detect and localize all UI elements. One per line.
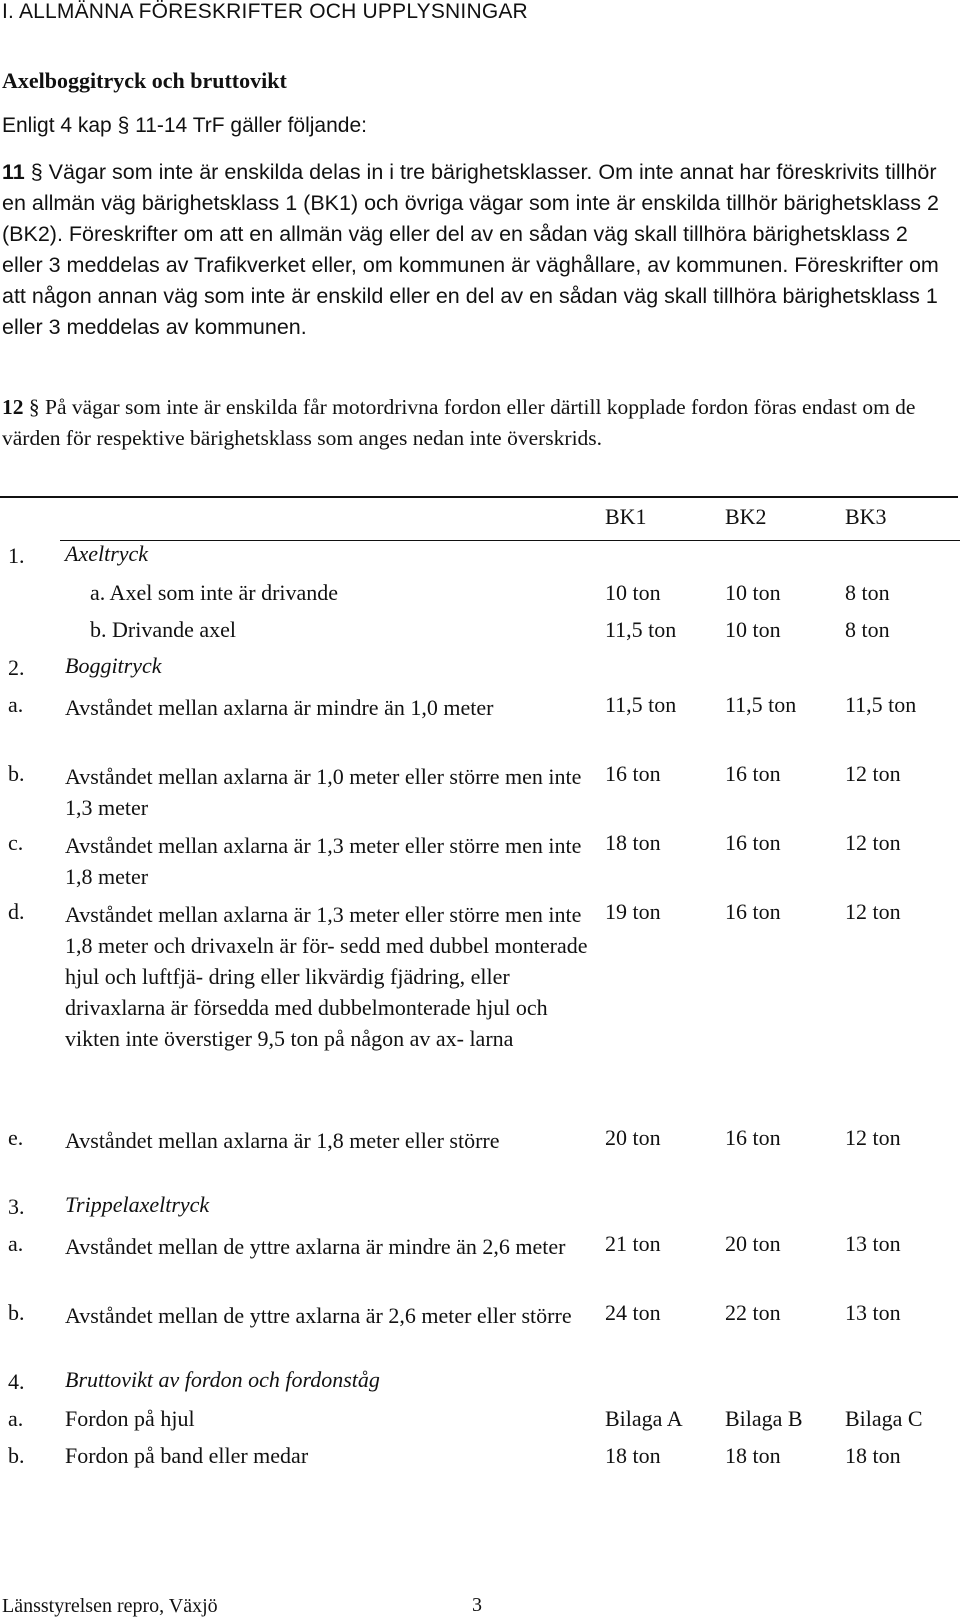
cell-bk3: 11,5 ton [845, 692, 917, 717]
cell-bk2: 16 ton [725, 830, 781, 855]
paragraph-11-text: § Vägar som inte är enskilda delas in i tre bärighetsklasser. Om inte annat har föreskrivits tillhör en allmän väg bärighetsklass 1 (BK1) och övriga vägar som inte är enskilda tillhör bärighetsklass 2 (BK2). Föreskrifter om att en allmän väg eller del av en sådan väg skall tillhöra bärighetsklass 2 eller 3 meddelas av Trafikverket eller, om kommunen är väghållare, av kommunen. Föreskrifter om att någon annan väg som inte är enskild eller en del av en sådan väg skall tillhöra bärighetsklass 1 eller 3 meddelas av kommunen. [2, 160, 939, 339]
paragraph-12-number: 12 [2, 395, 24, 419]
cell-bk1: 11,5 ton [605, 617, 677, 642]
cell-bk1: 11,5 ton [605, 692, 677, 717]
cell-bk1: 18 ton [605, 830, 661, 855]
row-label: Avståndet mellan axlarna är 1,3 meter eller större men inte 1,8 meter och drivaxeln är för- sedd med dubbel monterade hjul och luftfjä- dring eller likvärdig fjädring, eller drivaxlarna är försedda med dubbelmonterade hjul och vikten inte överstiger 9,5 ton på någon av ax- larna [65, 902, 588, 1051]
intro-text: Enligt 4 kap § 11-14 TrF gäller följande: [2, 114, 367, 137]
cell-bk3: 8 ton [845, 617, 890, 642]
cell-bk1: 18 ton [605, 1443, 661, 1468]
cell-bk1: 10 ton [605, 580, 661, 605]
section-title: I. ALLMÄNNA FÖRESKRIFTER OCH UPPLYSNINGAR [2, 0, 528, 23]
cell-bk1: Bilaga A [605, 1406, 683, 1431]
subheading: Axelboggitryck och bruttovikt [2, 68, 287, 93]
cell-bk2: 18 ton [725, 1443, 781, 1468]
row-label: Avståndet mellan axlarna är 1,0 meter eller större men inte 1,3 meter [65, 764, 582, 820]
row-label: Fordon på hjul [65, 1406, 195, 1431]
cell-bk2: 11,5 ton [725, 692, 797, 717]
row-label: Avståndet mellan de yttre axlarna är 2,6 meter eller större [65, 1303, 572, 1328]
row-mark: 2. [8, 655, 25, 680]
row-mark: 1. [8, 543, 25, 568]
cell-bk2: 22 ton [725, 1300, 781, 1325]
cell-bk2: 10 ton [725, 580, 781, 605]
row-label: Avståndet mellan axlarna är mindre än 1,0 meter [65, 695, 494, 720]
cell-bk3: 12 ton [845, 830, 901, 855]
cell-bk3: 13 ton [845, 1300, 901, 1325]
cell-bk2: 16 ton [725, 761, 781, 786]
footer-printer: Länsstyrelsen repro, Växjö [2, 1595, 218, 1617]
row-mark: c. [8, 830, 24, 855]
cell-bk2: 16 ton [725, 1125, 781, 1150]
cell-bk2: 20 ton [725, 1231, 781, 1256]
row-mark: e. [8, 1125, 24, 1150]
page-number: 3 [472, 1594, 482, 1616]
cell-bk3: 18 ton [845, 1443, 901, 1468]
cell-bk3: 13 ton [845, 1231, 901, 1256]
col-header-bk3: BK3 [845, 504, 887, 529]
row-label: Boggitryck [65, 653, 162, 678]
row-mark: a. [8, 1406, 24, 1431]
row-mark: 4. [8, 1369, 25, 1394]
col-header-bk2: BK2 [725, 504, 767, 529]
row-mark: b. [8, 761, 25, 786]
cell-bk1: 21 ton [605, 1231, 661, 1256]
cell-bk2: 10 ton [725, 617, 781, 642]
paragraph-11-number: 11 [2, 160, 25, 184]
row-label: Avståndet mellan axlarna är 1,3 meter eller större men inte 1,8 meter [65, 833, 582, 889]
cell-bk3: Bilaga C [845, 1406, 923, 1431]
row-mark: a. [8, 1231, 24, 1256]
row-label: Avståndet mellan axlarna är 1,8 meter eller större [65, 1128, 500, 1153]
row-label: Bruttovikt av fordon och fordonståg [65, 1367, 380, 1392]
cell-bk1: 16 ton [605, 761, 661, 786]
cell-bk2: Bilaga B [725, 1406, 803, 1431]
row-mark: a. [8, 692, 24, 717]
row-label: Axeltryck [65, 541, 149, 566]
row-label: b. Drivande axel [90, 617, 236, 642]
cell-bk3: 8 ton [845, 580, 890, 605]
row-mark: d. [8, 899, 25, 924]
cell-bk1: 19 ton [605, 899, 661, 924]
cell-bk1: 20 ton [605, 1125, 661, 1150]
row-mark: b. [8, 1443, 25, 1468]
row-mark: 3. [8, 1194, 25, 1219]
row-mark: b. [8, 1300, 25, 1325]
col-header-bk1: BK1 [605, 504, 647, 529]
cell-bk3: 12 ton [845, 1125, 901, 1150]
row-label: a. Axel som inte är drivande [90, 580, 339, 605]
cell-bk3: 12 ton [845, 761, 901, 786]
row-label: Trippelaxeltryck [65, 1192, 210, 1217]
cell-bk2: 16 ton [725, 899, 781, 924]
cell-bk3: 12 ton [845, 899, 901, 924]
row-label: Fordon på band eller medar [65, 1443, 309, 1468]
cell-bk1: 24 ton [605, 1300, 661, 1325]
paragraph-12-text: § På vägar som inte är enskilda får motordrivna fordon eller därtill kopplade fordon föras endast om de värden för respektive bärighetsklass som anges nedan inte överskrids. [2, 395, 916, 450]
row-label: Avståndet mellan de yttre axlarna är mindre än 2,6 meter [65, 1234, 566, 1259]
